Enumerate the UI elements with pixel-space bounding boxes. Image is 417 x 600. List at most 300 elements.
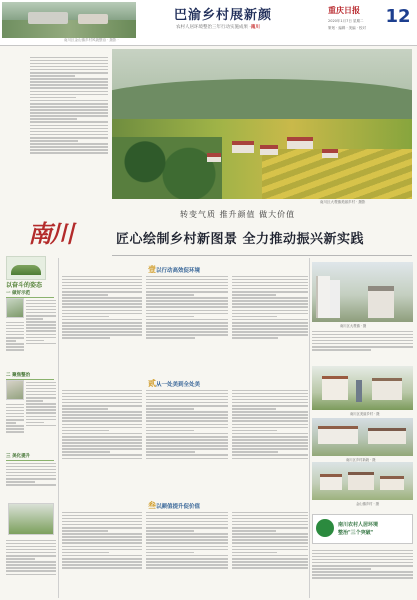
text-line-placeholder bbox=[62, 555, 142, 557]
text-line-placeholder bbox=[30, 125, 108, 127]
text-line-placeholder bbox=[312, 562, 413, 564]
text-line-placeholder bbox=[6, 407, 24, 409]
text-line-placeholder bbox=[6, 466, 56, 468]
text-line-placeholder bbox=[232, 430, 277, 432]
text-line-placeholder bbox=[30, 84, 108, 86]
text-line-placeholder bbox=[232, 399, 308, 401]
text-line-placeholder bbox=[232, 567, 308, 569]
text-line-placeholder bbox=[232, 288, 308, 290]
text-line-placeholder bbox=[232, 561, 308, 563]
text-line-placeholder bbox=[26, 425, 56, 427]
text-line-placeholder bbox=[146, 558, 228, 560]
text-line-placeholder bbox=[232, 427, 308, 429]
text-line-placeholder bbox=[30, 149, 108, 151]
text-line-placeholder bbox=[6, 552, 56, 554]
text-line-placeholder bbox=[146, 527, 228, 529]
text-line-placeholder bbox=[62, 402, 142, 404]
text-line-placeholder bbox=[232, 306, 308, 308]
text-line-placeholder bbox=[62, 414, 142, 416]
text-line-placeholder bbox=[62, 291, 142, 293]
info-box bbox=[312, 514, 413, 544]
text-line-placeholder bbox=[232, 316, 277, 318]
text-line-placeholder bbox=[30, 112, 108, 114]
column-divider bbox=[58, 258, 59, 598]
text-line-placeholder bbox=[62, 405, 142, 407]
text-line-placeholder bbox=[6, 337, 24, 339]
text-line-placeholder bbox=[26, 337, 56, 339]
text-line-placeholder bbox=[62, 396, 142, 398]
article-column bbox=[62, 510, 142, 598]
text-line-placeholder bbox=[6, 325, 24, 327]
text-line-placeholder bbox=[26, 324, 56, 326]
text-line-placeholder bbox=[26, 312, 56, 314]
sidebar-title: 以奋斗的姿态 bbox=[6, 282, 43, 289]
text-line-placeholder bbox=[6, 431, 24, 433]
text-line-placeholder bbox=[232, 549, 308, 551]
text-line-placeholder bbox=[62, 558, 142, 560]
text-line-placeholder bbox=[26, 422, 44, 424]
text-line-placeholder bbox=[232, 310, 308, 312]
text-line-placeholder bbox=[146, 555, 228, 557]
text-line-placeholder bbox=[26, 309, 56, 311]
text-line-placeholder bbox=[232, 515, 308, 517]
text-line-placeholder bbox=[6, 410, 24, 412]
text-line-placeholder bbox=[62, 527, 142, 529]
text-line-placeholder bbox=[26, 340, 44, 342]
text-line-placeholder bbox=[30, 106, 108, 108]
text-line-placeholder bbox=[62, 561, 142, 563]
text-line-placeholder bbox=[232, 328, 308, 330]
text-line-placeholder bbox=[232, 524, 308, 526]
leaf-icon bbox=[316, 519, 334, 537]
text-line-placeholder bbox=[6, 419, 24, 421]
text-line-placeholder bbox=[30, 66, 108, 68]
text-line-placeholder bbox=[146, 328, 228, 330]
text-line-placeholder bbox=[312, 337, 413, 339]
text-line-placeholder bbox=[62, 285, 142, 287]
text-line-placeholder bbox=[232, 420, 308, 422]
text-line-placeholder bbox=[62, 310, 142, 312]
text-line-placeholder bbox=[30, 121, 108, 123]
text-line-placeholder bbox=[146, 291, 228, 293]
photo-village-square bbox=[312, 366, 413, 410]
text-line-placeholder bbox=[62, 542, 142, 544]
text-line-placeholder bbox=[146, 331, 228, 333]
text-line-placeholder bbox=[232, 331, 308, 333]
text-line-placeholder bbox=[6, 334, 24, 336]
text-line-placeholder bbox=[146, 518, 228, 520]
sidebar-photo bbox=[6, 298, 24, 318]
text-line-placeholder bbox=[6, 478, 56, 480]
text-line-placeholder bbox=[146, 442, 228, 444]
text-line-placeholder bbox=[146, 282, 228, 284]
text-line-placeholder bbox=[232, 411, 308, 413]
date-line: 2020年1月7日 星期二 bbox=[328, 19, 364, 23]
text-line-placeholder bbox=[30, 131, 108, 133]
text-line-placeholder bbox=[312, 571, 413, 573]
text-line-placeholder bbox=[232, 439, 308, 441]
text-line-placeholder bbox=[232, 325, 308, 327]
text-line-placeholder bbox=[30, 63, 108, 65]
sidebar-text bbox=[6, 402, 24, 450]
column-divider bbox=[309, 258, 310, 598]
text-line-placeholder bbox=[6, 540, 56, 542]
text-line-placeholder bbox=[146, 313, 228, 315]
text-line-placeholder bbox=[30, 87, 108, 89]
text-line-placeholder bbox=[26, 400, 43, 402]
section-heading: 叁以颜值提升促价值 bbox=[148, 500, 201, 510]
text-line-placeholder bbox=[6, 546, 56, 548]
text-line-placeholder bbox=[62, 451, 110, 453]
text-line-placeholder bbox=[62, 433, 142, 435]
lead-text-column bbox=[30, 55, 108, 205]
text-line-placeholder bbox=[62, 322, 142, 324]
text-line-placeholder bbox=[146, 319, 228, 321]
text-line-placeholder bbox=[26, 334, 56, 336]
text-line-placeholder bbox=[232, 322, 308, 324]
sidebar-text bbox=[6, 461, 56, 501]
text-line-placeholder bbox=[146, 536, 228, 538]
text-line-placeholder bbox=[6, 422, 16, 424]
text-line-placeholder bbox=[232, 436, 308, 438]
text-line-placeholder bbox=[62, 316, 109, 318]
text-line-placeholder bbox=[6, 428, 24, 430]
article-column bbox=[146, 510, 228, 598]
photo-caption: 南川区美丽乡村 · 摄 bbox=[350, 412, 380, 416]
text-line-placeholder bbox=[26, 306, 56, 308]
info-box-line: 南川农村人居环境 bbox=[338, 522, 379, 528]
text-line-placeholder bbox=[62, 282, 142, 284]
text-line-placeholder bbox=[6, 469, 56, 471]
text-line-placeholder bbox=[232, 402, 308, 404]
sidebar-photo bbox=[8, 503, 54, 535]
text-line-placeholder bbox=[62, 288, 142, 290]
text-line-placeholder bbox=[6, 475, 56, 477]
text-line-placeholder bbox=[26, 419, 56, 421]
text-line-placeholder bbox=[312, 340, 413, 342]
text-line-placeholder bbox=[146, 542, 228, 544]
text-line-placeholder bbox=[232, 279, 308, 281]
text-line-placeholder bbox=[30, 69, 108, 71]
text-line-placeholder bbox=[146, 303, 228, 305]
sidebar-text bbox=[26, 380, 56, 450]
text-line-placeholder bbox=[26, 330, 56, 332]
text-line-placeholder bbox=[146, 310, 228, 312]
article-column bbox=[232, 274, 308, 374]
text-line-placeholder bbox=[26, 406, 56, 408]
text-line-placeholder bbox=[62, 303, 142, 305]
text-line-placeholder bbox=[146, 325, 228, 327]
text-line-placeholder bbox=[312, 334, 413, 336]
text-line-placeholder bbox=[146, 524, 228, 526]
sidebar-text bbox=[26, 298, 56, 368]
text-line-placeholder bbox=[146, 285, 228, 287]
page-header bbox=[0, 0, 417, 46]
text-line-placeholder bbox=[146, 530, 194, 532]
text-line-placeholder bbox=[6, 555, 56, 557]
text-line-placeholder bbox=[6, 549, 56, 551]
text-line-placeholder bbox=[146, 408, 194, 410]
text-line-placeholder bbox=[146, 297, 228, 299]
text-line-placeholder bbox=[232, 337, 278, 339]
text-line-placeholder bbox=[232, 390, 308, 392]
photo-caption: 南川区乡村新貌 · 摄 bbox=[346, 458, 376, 462]
text-line-placeholder bbox=[62, 417, 142, 419]
text-line-placeholder bbox=[146, 288, 228, 290]
text-line-placeholder bbox=[30, 75, 75, 77]
text-line-placeholder bbox=[6, 416, 24, 418]
sidebar-text bbox=[6, 320, 24, 368]
text-line-placeholder bbox=[30, 140, 78, 142]
text-line-placeholder bbox=[232, 527, 308, 529]
text-line-placeholder bbox=[146, 322, 228, 324]
text-line-placeholder bbox=[6, 484, 56, 486]
staff-line: 策划 · 编辑 · 美编 · 校对 bbox=[328, 26, 367, 30]
text-line-placeholder bbox=[30, 134, 108, 136]
text-line-placeholder bbox=[232, 276, 308, 278]
text-line-placeholder bbox=[62, 530, 108, 532]
text-line-placeholder bbox=[62, 393, 142, 395]
text-line-placeholder bbox=[30, 115, 108, 117]
text-line-placeholder bbox=[232, 512, 308, 514]
text-line-placeholder bbox=[146, 279, 228, 281]
text-line-placeholder bbox=[62, 448, 142, 450]
text-line-placeholder bbox=[232, 536, 308, 538]
text-line-placeholder bbox=[232, 552, 277, 554]
article-column bbox=[62, 274, 142, 374]
text-line-placeholder bbox=[26, 327, 56, 329]
text-line-placeholder bbox=[232, 417, 308, 419]
text-line-placeholder bbox=[232, 445, 308, 447]
photo-caption: 南川区大观镇 · 摄 bbox=[340, 324, 367, 328]
text-line-placeholder bbox=[146, 334, 228, 336]
text-line-placeholder bbox=[312, 568, 371, 570]
text-line-placeholder bbox=[146, 458, 228, 460]
text-line-placeholder bbox=[146, 405, 228, 407]
text-line-placeholder bbox=[312, 346, 413, 348]
text-line-placeholder bbox=[62, 319, 142, 321]
text-line-placeholder bbox=[232, 451, 278, 453]
section-subtitle: 农村人居环境整治三年行动实施成果 ·南川 bbox=[176, 25, 260, 30]
text-line-placeholder bbox=[30, 91, 108, 93]
text-line-placeholder bbox=[26, 321, 56, 323]
text-line-placeholder bbox=[62, 399, 142, 401]
text-line-placeholder bbox=[62, 411, 142, 413]
text-line-placeholder bbox=[146, 396, 228, 398]
text-line-placeholder bbox=[232, 555, 308, 557]
text-line-placeholder bbox=[62, 549, 142, 551]
text-line-placeholder bbox=[62, 439, 142, 441]
text-line-placeholder bbox=[146, 393, 228, 395]
text-line-placeholder bbox=[62, 297, 142, 299]
text-line-placeholder bbox=[30, 146, 108, 148]
text-line-placeholder bbox=[312, 556, 413, 558]
text-line-placeholder bbox=[232, 558, 308, 560]
text-line-placeholder bbox=[232, 291, 308, 293]
text-line-placeholder bbox=[232, 458, 308, 460]
text-line-placeholder bbox=[146, 306, 228, 308]
text-line-placeholder bbox=[26, 382, 56, 384]
text-line-placeholder bbox=[146, 549, 228, 551]
text-line-placeholder bbox=[62, 390, 142, 392]
text-line-placeholder bbox=[62, 512, 142, 514]
text-line-placeholder bbox=[232, 405, 308, 407]
text-line-placeholder bbox=[62, 515, 142, 517]
text-line-placeholder bbox=[6, 564, 56, 566]
text-line-placeholder bbox=[62, 306, 142, 308]
text-line-placeholder bbox=[26, 388, 56, 390]
section-heading: 壹以行动高效促环境 bbox=[148, 264, 201, 274]
text-line-placeholder bbox=[30, 60, 108, 62]
text-line-placeholder bbox=[26, 403, 56, 405]
text-line-placeholder bbox=[146, 567, 228, 569]
text-line-placeholder bbox=[146, 552, 194, 554]
text-line-placeholder bbox=[312, 331, 413, 333]
hero-photo bbox=[112, 49, 412, 199]
info-box-line: 整治"三个突破" bbox=[338, 530, 374, 536]
text-line-placeholder bbox=[232, 564, 308, 566]
text-line-placeholder bbox=[62, 567, 142, 569]
text-line-placeholder bbox=[62, 430, 109, 432]
text-line-placeholder bbox=[62, 445, 142, 447]
text-line-placeholder bbox=[232, 414, 308, 416]
text-line-placeholder bbox=[62, 300, 142, 302]
text-line-placeholder bbox=[62, 294, 108, 296]
place-logo: 南川 bbox=[28, 219, 72, 248]
text-line-placeholder bbox=[146, 451, 195, 453]
text-line-placeholder bbox=[26, 318, 43, 320]
text-line-placeholder bbox=[232, 454, 308, 456]
text-line-placeholder bbox=[62, 536, 142, 538]
text-line-placeholder bbox=[6, 413, 24, 415]
text-line-placeholder bbox=[312, 559, 413, 561]
text-line-placeholder bbox=[30, 118, 77, 120]
photo-village-houses bbox=[312, 462, 413, 500]
text-line-placeholder bbox=[312, 553, 413, 555]
text-line-placeholder bbox=[146, 448, 228, 450]
text-line-placeholder bbox=[62, 408, 108, 410]
text-line-placeholder bbox=[312, 550, 413, 552]
headline-rule bbox=[112, 255, 412, 256]
text-line-placeholder bbox=[232, 433, 308, 435]
text-line-placeholder bbox=[146, 417, 228, 419]
text-line-placeholder bbox=[146, 390, 228, 392]
text-line-placeholder bbox=[312, 343, 413, 345]
text-line-placeholder bbox=[6, 481, 35, 483]
photo-caption: 金山镇乡村 · 摄 bbox=[356, 502, 379, 506]
text-line-placeholder bbox=[146, 512, 228, 514]
text-line-placeholder bbox=[146, 433, 228, 435]
article-column bbox=[62, 388, 142, 496]
text-line-placeholder bbox=[26, 409, 56, 411]
text-line-placeholder bbox=[62, 546, 142, 548]
section-heading: 贰从一处美到全处美 bbox=[148, 378, 201, 388]
text-line-placeholder bbox=[146, 337, 195, 339]
text-line-placeholder bbox=[232, 542, 308, 544]
text-line-placeholder bbox=[312, 349, 371, 351]
header-photo bbox=[2, 2, 136, 38]
text-line-placeholder bbox=[146, 399, 228, 401]
sidebar-section-heading: 二 聚焦整治 bbox=[6, 372, 54, 380]
article-column bbox=[312, 548, 413, 598]
text-line-placeholder bbox=[232, 448, 308, 450]
article-column bbox=[232, 510, 308, 598]
text-line-placeholder bbox=[146, 445, 228, 447]
text-line-placeholder bbox=[232, 518, 308, 520]
text-line-placeholder bbox=[62, 539, 142, 541]
text-line-placeholder bbox=[146, 300, 228, 302]
text-line-placeholder bbox=[6, 558, 35, 560]
text-line-placeholder bbox=[6, 472, 56, 474]
article-column bbox=[146, 388, 228, 496]
text-line-placeholder bbox=[26, 391, 56, 393]
headline-kicker: 转变气质 推升颜值 做大价值 bbox=[180, 210, 296, 219]
text-line-placeholder bbox=[232, 408, 276, 410]
text-line-placeholder bbox=[62, 564, 142, 566]
text-line-placeholder bbox=[62, 524, 142, 526]
text-line-placeholder bbox=[26, 315, 56, 317]
text-line-placeholder bbox=[232, 521, 308, 523]
text-line-placeholder bbox=[62, 279, 142, 281]
text-line-placeholder bbox=[26, 416, 56, 418]
text-line-placeholder bbox=[62, 328, 142, 330]
text-line-placeholder bbox=[62, 337, 110, 339]
text-line-placeholder bbox=[62, 334, 142, 336]
text-line-placeholder bbox=[62, 331, 142, 333]
text-line-placeholder bbox=[26, 300, 56, 302]
text-line-placeholder bbox=[232, 303, 308, 305]
text-line-placeholder bbox=[30, 81, 108, 83]
text-line-placeholder bbox=[232, 297, 308, 299]
sidebar-section-heading: 一 做好示范 bbox=[6, 290, 54, 298]
article-column bbox=[232, 388, 308, 496]
text-line-placeholder bbox=[232, 300, 308, 302]
text-line-placeholder bbox=[146, 533, 228, 535]
article-column bbox=[312, 329, 413, 364]
text-line-placeholder bbox=[146, 564, 228, 566]
text-line-placeholder bbox=[62, 424, 142, 426]
text-line-placeholder bbox=[30, 100, 108, 102]
text-line-placeholder bbox=[146, 521, 228, 523]
text-line-placeholder bbox=[30, 143, 108, 145]
text-line-placeholder bbox=[312, 574, 413, 576]
text-line-placeholder bbox=[232, 530, 276, 532]
text-line-placeholder bbox=[6, 543, 56, 545]
text-line-placeholder bbox=[6, 567, 56, 569]
text-line-placeholder bbox=[232, 539, 308, 541]
text-line-placeholder bbox=[26, 394, 56, 396]
text-line-placeholder bbox=[146, 424, 228, 426]
text-line-placeholder bbox=[6, 463, 56, 465]
text-line-placeholder bbox=[232, 393, 308, 395]
text-line-placeholder bbox=[6, 404, 24, 406]
text-line-placeholder bbox=[30, 109, 108, 111]
text-line-placeholder bbox=[146, 427, 228, 429]
text-line-placeholder bbox=[146, 561, 228, 563]
text-line-placeholder bbox=[26, 343, 56, 345]
text-line-placeholder bbox=[6, 340, 16, 342]
text-line-placeholder bbox=[146, 316, 194, 318]
text-line-placeholder bbox=[30, 152, 108, 154]
text-line-placeholder bbox=[6, 328, 24, 330]
text-line-placeholder bbox=[146, 430, 194, 432]
text-line-placeholder bbox=[232, 313, 308, 315]
text-line-placeholder bbox=[30, 103, 108, 105]
text-line-placeholder bbox=[146, 414, 228, 416]
text-line-placeholder bbox=[232, 396, 308, 398]
section-title: 巴渝乡村展新颜 bbox=[174, 8, 273, 23]
text-line-placeholder bbox=[146, 294, 194, 296]
